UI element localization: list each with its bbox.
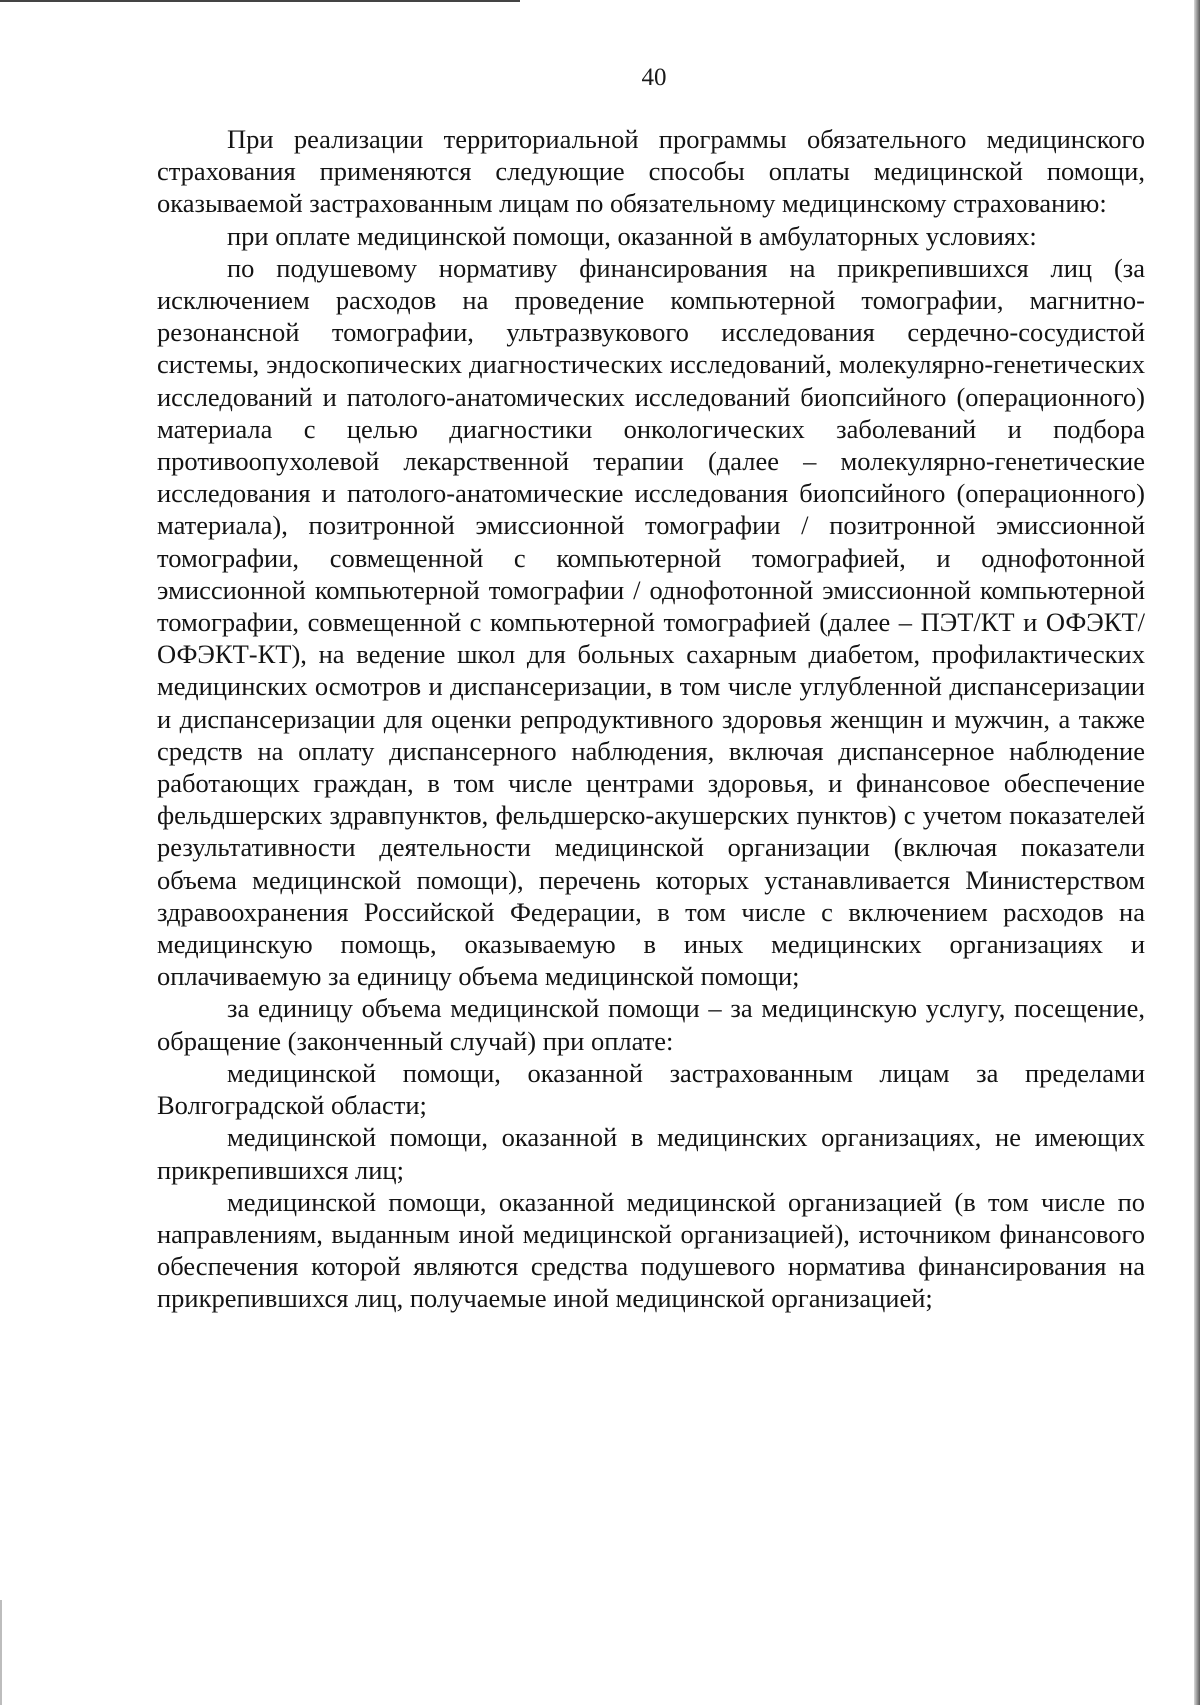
paragraph-intro: При реализации территориальной программы обязательного медицинского страхования применяются следующие способы оплаты медицинской помощи, оказываемой застрахованным лицам по обязательному медицинскому страхованию:	[157, 124, 1145, 219]
page-number: 40	[641, 64, 667, 91]
scan-top-rule	[0, 0, 520, 2]
scan-right-edge	[1194, 0, 1200, 1705]
paragraph-per-capita: по подушевому нормативу финансирования на прикрепившихся лиц (за исключением расходов на проведение компьютерной томографии, магнитно-резонансной томографии, ультразвукового исследования сердечно-сосудистой системы, эндоскопических диагностических исследований, молекулярно-генетических исследований и патолого-анатомических исследований биопсийного (операционного) материала с целью диагностики онкологических заболеваний и подбора противоопухолевой лекарственной терапии (далее – молекулярно-генетические исследования и патолого-анатомические исследования биопсийного (операционного) материала), позитронной эмиссионной томографии / позитронной эмиссионной томографии, совмещенной с компьютерной томографией, и однофотонной эмиссионной компьютерной томографии / однофотонной эмиссионной компьютерной томографии, совмещенной с компьютерной томографией (далее – ПЭТ/КТ и ОФЭКТ/ОФЭКТ-КТ), на ведение школ для больных сахарным диабетом, профилактических медицинских осмотров и диспансеризации, в том числе углубленной диспансеризации и диспансеризации для оценки репродуктивного здоровья женщин и мужчин, а также средств на оплату диспансерного наблюдения, включая диспансерное наблюдение работающих граждан, в том числе центрами здоровья, и финансовое обеспечение фельдшерских здравпунктов, фельдшерско-акушерских пунктов) с учетом показателей результативности деятельности медицинской организации (включая показатели объема медицинской помощи), перечень которых устанавливается Министерством здравоохранения Российской Федерации, в том числе с включением расходов на медицинскую помощь, оказываемую в иных медицинских организациях и оплачиваемую за единицу объема медицинской помощи;	[157, 252, 1145, 992]
document-body	[157, 123, 1145, 1315]
paragraph-referrals: медицинской помощи, оказанной медицинской организацией (в том числе по направлениям, выданным иной медицинской организацией), источником финансового обеспечения которой являются средства подушевого норматива финансирования на прикрепившихся лиц, получаемые иной медицинской организацией;	[157, 1186, 1145, 1314]
paragraph-outside-region: медицинской помощи, оказанной застрахованным лицам за пределами Волгоградской области;	[157, 1057, 1145, 1121]
paragraph-no-attached: медицинской помощи, оказанной в медицинских организациях, не имеющих прикрепившихся лиц;	[157, 1122, 1145, 1185]
scan-left-edge	[0, 1600, 2, 1705]
paragraph-per-unit: за единицу объема медицинской помощи – за медицинскую услугу, посещение, обращение (законченный случай) при оплате:	[157, 993, 1145, 1056]
paragraph-ambulatory: при оплате медицинской помощи, оказанной в амбулаторных условиях:	[227, 220, 1037, 251]
